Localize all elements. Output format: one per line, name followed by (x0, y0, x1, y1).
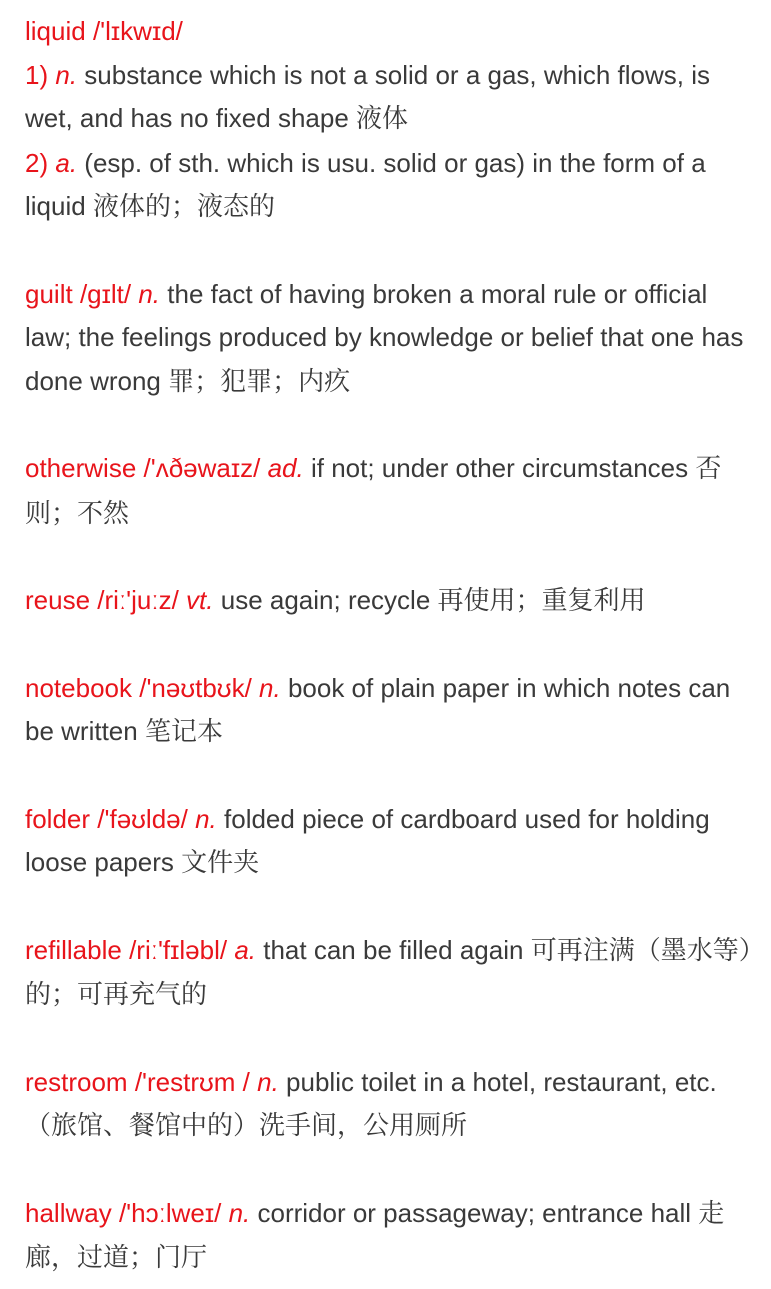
pronunciation: /'nəʊtbʊk/ (139, 672, 252, 703)
chinese-translation: 可再注满（墨水等）的；可再充气的 (25, 935, 752, 1010)
definition: substance which is not a solid or a gas, which flows, is wet, and has no fixed shape (25, 59, 711, 133)
entry-restroom (25, 1061, 759, 1149)
sense (25, 142, 759, 230)
headword: guilt (25, 278, 73, 309)
pronunciation: /'hɔːlweɪ/ (118, 1197, 222, 1228)
headword: restroom (25, 1066, 128, 1097)
chinese-translation: 笔记本 (144, 717, 223, 747)
headword: folder (25, 803, 91, 834)
pronunciation: /gɪlt/ (79, 278, 132, 309)
part-of-speech: n. (228, 1197, 251, 1228)
definition: the fact of having broken a moral rule or official law; the feelings produced by knowledge or belief that one has done wrong (25, 278, 744, 396)
part-of-speech: n. (195, 803, 217, 834)
headword: otherwise (25, 453, 137, 483)
chinese-translation: 否则；不然 (25, 454, 722, 529)
part-of-speech: vt. (186, 585, 214, 615)
entry-folder (25, 798, 759, 886)
headword: refillable (25, 934, 122, 965)
part-of-speech: a. (55, 147, 78, 178)
entry-reuse (25, 579, 759, 624)
chinese-translation: 文件夹 (181, 848, 260, 878)
chinese-translation: （旅馆、餐馆中的）洗手间，公用厕所 (25, 1111, 468, 1141)
entry-guilt (25, 273, 759, 405)
headword: liquid (25, 16, 86, 46)
part-of-speech: ad. (267, 453, 304, 483)
definition: if not; under other circumstances (310, 453, 689, 483)
part-of-speech: n. (257, 1066, 279, 1097)
headword: notebook (25, 672, 132, 703)
entry-refillable (25, 929, 759, 1018)
part-of-speech: n. (138, 278, 161, 309)
pronunciation: /riː'fɪləbl/ (129, 934, 228, 965)
definition: public toilet in a hotel, restaurant, etc. (286, 1066, 717, 1097)
part-of-speech: a. (234, 934, 257, 965)
chinese-translation: 罪；犯罪；内疚 (168, 366, 351, 397)
entry-liquid (25, 10, 759, 230)
chinese-translation: 液体的；液态的 (92, 192, 275, 222)
headword: hallway (25, 1197, 112, 1228)
part-of-speech: n. (55, 59, 78, 90)
definition: that can be filled again (263, 934, 524, 965)
pronunciation: /riː'juːz/ (97, 585, 179, 615)
sense-number: 2) (25, 147, 49, 178)
sense (25, 54, 759, 142)
part-of-speech: n. (259, 672, 281, 703)
entry-hallway (25, 1192, 759, 1281)
pronunciation: /'lɪkwɪd/ (92, 16, 183, 46)
definition: book of plain paper in which notes can be written (25, 672, 731, 746)
entry-notebook (25, 667, 759, 755)
entry-otherwise (25, 447, 759, 536)
pronunciation: /'fəʊldə/ (97, 803, 188, 834)
definition: folded piece of cardboard used for holding loose papers (25, 803, 710, 877)
chinese-translation: 再使用；重复利用 (437, 586, 646, 616)
chinese-translation: 液体 (356, 104, 409, 134)
definition: use again; recycle (220, 585, 431, 615)
definition: (esp. of sth. which is usu. solid or gas) in the form of a liquid (25, 147, 706, 221)
headword: reuse (25, 585, 91, 615)
definition: corridor or passageway; entrance hall (257, 1197, 692, 1228)
pronunciation: /'restrʊm / (134, 1066, 250, 1097)
sense-number: 1) (25, 59, 49, 90)
chinese-translation: 走廊，过道；门厅 (25, 1198, 725, 1273)
pronunciation: /'ʌðəwaɪz/ (143, 453, 261, 483)
